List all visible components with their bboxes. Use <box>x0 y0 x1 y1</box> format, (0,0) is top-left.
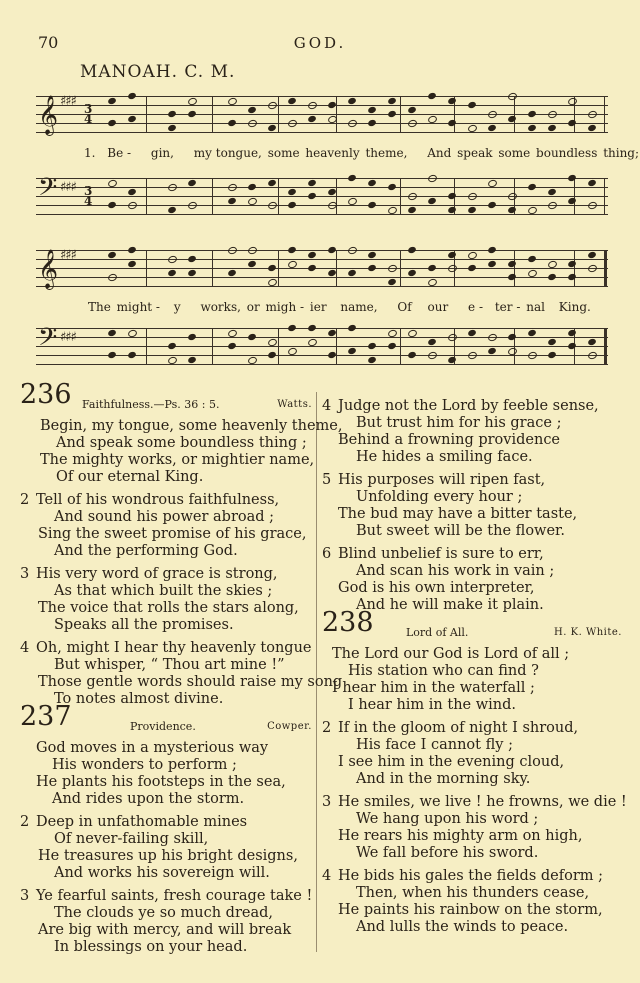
bar-line <box>278 96 279 132</box>
note-head <box>307 192 317 200</box>
bar-line <box>574 178 575 214</box>
note-head <box>307 178 317 186</box>
note-head <box>567 119 577 127</box>
stanza: 4 He bids his gales the fields deform ; Then, when his thunders cease, He paints his rainbow on the storm, And lulls the winds to peace. <box>322 868 604 935</box>
note-head <box>527 255 537 263</box>
key-signature: ♯♯♯ <box>60 94 76 109</box>
note-head <box>107 328 117 336</box>
hymn-238-stanzas <box>322 646 627 936</box>
bar-line <box>212 250 213 286</box>
note-head <box>427 196 437 204</box>
note-head <box>407 192 418 202</box>
bar-line <box>278 178 279 214</box>
note-head <box>127 201 138 211</box>
stanza: 2 Tell of his wondrous faithfulness, And sound his power abroad ; Sing the sweet promise of his grace, And the performing God. <box>20 492 307 559</box>
end-bar-line <box>604 96 605 132</box>
bar-line <box>336 96 337 132</box>
note-head <box>567 273 577 281</box>
note-head <box>527 123 537 131</box>
note-head <box>447 96 457 104</box>
note-head <box>227 119 237 127</box>
bar-line <box>146 328 147 364</box>
note-head <box>227 268 237 276</box>
stanza: 3 Ye fearful saints, fresh courage take ! The clouds ye so much dread, Are big with mercy, and will break In blessings on your head. <box>20 888 313 955</box>
bar-line <box>212 328 213 364</box>
bar-line <box>336 250 337 286</box>
note-head <box>227 342 237 350</box>
stanza: 2 If in the gloom of night I shroud, His face I cannot fly ; I see him in the evening cloud, And in the morning sky. <box>322 720 579 787</box>
note-head <box>307 264 317 272</box>
note-head <box>247 119 258 129</box>
note-head <box>447 333 458 343</box>
note-head <box>227 183 238 193</box>
bar-line <box>514 96 515 132</box>
stanza: 6 Blind unbelief is sure to err, And scan his work in vain ; God is his own interpreter, And he will make it plain. <box>322 546 555 613</box>
bar-line <box>336 178 337 214</box>
note-head <box>247 105 257 113</box>
note-head <box>567 328 577 336</box>
note-head <box>167 255 178 265</box>
note-head <box>387 277 397 285</box>
note-head <box>187 255 197 263</box>
note-head <box>347 246 358 256</box>
note-head <box>447 192 457 200</box>
note-head <box>367 201 377 209</box>
note-head <box>487 123 497 131</box>
note-head <box>567 342 577 350</box>
treble-staff-2 <box>36 250 608 290</box>
note-head <box>487 333 498 343</box>
note-head <box>267 264 277 272</box>
bass-clef-icon: 𝄢 <box>38 173 58 208</box>
note-head <box>347 96 357 104</box>
note-head <box>527 351 538 361</box>
stanza: 4 Oh, might I hear thy heavenly tongue But whisper, “ Thou art mine !” Those gentle words should raise my song To notes almost divine. <box>20 640 343 707</box>
lyrics-line-1: 1. Be - gin, my tongue, some heavenly theme, And speak some boundless thing; <box>84 146 640 160</box>
note-head <box>447 355 457 363</box>
treble-staff-1 <box>36 96 608 136</box>
bar-line <box>400 250 401 286</box>
key-signature: ♯♯♯ <box>60 248 76 263</box>
end-bar-line <box>604 178 605 214</box>
note-head <box>347 346 357 354</box>
note-head <box>247 183 257 191</box>
left-column <box>20 379 343 962</box>
note-head <box>507 273 517 281</box>
note-head <box>307 250 317 258</box>
note-head <box>167 110 177 118</box>
bar-line <box>212 96 213 132</box>
note-head <box>387 110 397 118</box>
note-head <box>507 259 517 267</box>
note-head <box>487 201 497 209</box>
note-head <box>427 264 437 272</box>
bar-line <box>574 250 575 286</box>
note-head <box>587 110 598 120</box>
note-head <box>547 351 557 359</box>
note-head <box>387 342 397 350</box>
note-head <box>467 205 477 213</box>
hymn-title: Faithfulness.—Ps. 36 : 5. <box>82 398 220 411</box>
note-head <box>187 333 197 341</box>
note-head <box>567 174 577 182</box>
note-head <box>447 250 457 258</box>
key-signature: ♯♯♯ <box>60 330 76 345</box>
note-head <box>347 324 357 332</box>
note-head <box>287 119 298 129</box>
note-head <box>427 92 437 100</box>
note-head <box>487 346 497 354</box>
note-head <box>187 178 197 186</box>
note-head <box>227 196 237 204</box>
stanza: The Lord our God is Lord of all ; His station who can find ? I hear him in the waterfall ; I hear him in the wind. <box>332 646 570 713</box>
stanza: 5 His purposes will ripen fast, Unfolding every hour ; The bud may have a bitter taste, But sweet will be the flower. <box>322 472 578 539</box>
hymn-number: 236 <box>20 379 72 410</box>
bar-line <box>146 250 147 286</box>
note-head <box>407 105 417 113</box>
hymn-title: Providence. <box>130 720 196 733</box>
note-head <box>367 105 377 113</box>
note-head <box>347 268 357 276</box>
note-head <box>267 201 278 211</box>
note-head <box>387 264 398 274</box>
note-head <box>367 119 377 127</box>
bar-line <box>514 250 515 286</box>
note-head <box>507 205 517 213</box>
hymn-236-stanzas-numbered <box>20 492 343 708</box>
note-head <box>547 201 558 211</box>
hymn-236-stanzas-left <box>40 418 343 486</box>
note-head <box>447 119 457 127</box>
note-head <box>507 333 517 341</box>
note-head <box>287 201 297 209</box>
note-head <box>467 192 478 202</box>
note-head <box>407 119 418 129</box>
note-head <box>127 114 137 122</box>
treble-clef-icon: 𝄞 <box>38 249 59 289</box>
stanza: 3 He smiles, we live ! he frowns, we die ! We hang upon his word ; He rears his mighty arm on high, We fall before his sword. <box>322 794 627 861</box>
note-head <box>167 183 178 193</box>
note-head <box>467 101 477 109</box>
note-head <box>567 196 577 204</box>
lyrics-line-2: The might - y works, or migh - ier name, Of our e - ter - nal King. <box>88 300 591 314</box>
note-head <box>287 187 297 195</box>
note-head <box>127 92 137 100</box>
column-divider <box>316 392 317 952</box>
hymn-number: 238 <box>322 607 374 638</box>
note-head <box>307 101 318 111</box>
note-head <box>267 101 278 111</box>
note-head <box>487 110 498 120</box>
note-head <box>587 351 598 361</box>
note-head <box>427 174 438 184</box>
hymn-number: 237 <box>20 701 72 732</box>
bass-staff-1 <box>36 173 608 218</box>
note-head <box>487 259 497 267</box>
bass-staff-2 <box>36 323 608 368</box>
music-system-1 <box>36 88 640 238</box>
note-head <box>247 333 257 341</box>
note-head <box>507 114 517 122</box>
bar-line <box>336 328 337 364</box>
note-head <box>107 119 117 127</box>
note-head <box>127 259 137 267</box>
page-number: 70 <box>38 33 59 52</box>
note-head <box>407 268 417 276</box>
note-head <box>387 183 397 191</box>
music-system-2 <box>36 244 608 374</box>
note-head <box>587 264 598 274</box>
note-head <box>507 92 518 102</box>
note-head <box>367 178 377 186</box>
end-bar-line <box>604 328 607 364</box>
note-head <box>587 337 597 345</box>
hymn-header <box>322 607 622 646</box>
note-head <box>387 96 397 104</box>
bar-line <box>400 96 401 132</box>
note-head <box>367 250 377 258</box>
note-head <box>447 264 458 274</box>
note-head <box>107 201 117 209</box>
note-head <box>267 178 277 186</box>
note-head <box>367 342 377 350</box>
bar-line <box>278 328 279 364</box>
note-head <box>267 351 277 359</box>
hymn-header <box>20 701 312 740</box>
hymn-title: Lord of All. <box>406 626 469 639</box>
note-head <box>187 110 197 118</box>
stanza: 3 His very word of grace is strong, As that which built the skies ; The voice that rolls the stars along, Speaks all the promises. <box>20 566 299 633</box>
note-head <box>527 328 537 336</box>
note-head <box>407 205 417 213</box>
stanza: 2 Deep in unfathomable mines Of never-failing skill, He treasures up his bright designs, And works his sovereign will. <box>20 814 298 881</box>
hymn-237-stanzas <box>20 740 312 956</box>
note-head <box>547 187 557 195</box>
note-head <box>187 201 198 211</box>
bar-line <box>278 250 279 286</box>
tune-name: MANOAH. C. M. <box>80 62 236 82</box>
note-head <box>347 119 358 129</box>
note-head <box>167 205 177 213</box>
note-head <box>107 273 118 283</box>
note-head <box>547 273 557 281</box>
time-signature: 3 4 <box>84 102 93 126</box>
hymn-236-continued <box>322 398 622 614</box>
note-head <box>247 246 258 256</box>
note-head <box>567 259 577 267</box>
note-head <box>347 174 357 182</box>
note-head <box>187 268 197 276</box>
running-head: GOD. <box>293 34 347 52</box>
hymn-author: Watts. <box>277 399 312 410</box>
bar-line <box>400 178 401 214</box>
note-head <box>447 205 457 213</box>
note-head <box>287 96 297 104</box>
note-head <box>287 324 297 332</box>
note-head <box>307 324 317 332</box>
note-head <box>227 246 238 256</box>
note-head <box>267 123 277 131</box>
note-head <box>467 328 477 336</box>
hymn-header <box>20 379 312 418</box>
note-head <box>107 351 117 359</box>
note-head <box>247 259 257 267</box>
note-head <box>547 123 557 131</box>
note-head <box>107 250 117 258</box>
note-head <box>127 351 137 359</box>
note-head <box>527 110 537 118</box>
note-head <box>587 123 597 131</box>
note-head <box>587 250 597 258</box>
note-head <box>487 246 497 254</box>
note-head <box>547 337 557 345</box>
note-head <box>467 351 478 361</box>
note-head <box>407 246 417 254</box>
bar-line <box>212 178 213 214</box>
note-head <box>127 246 137 254</box>
note-head <box>507 192 518 202</box>
note-head <box>467 264 477 272</box>
note-head <box>167 342 177 350</box>
right-column <box>322 398 627 942</box>
note-head <box>367 355 377 363</box>
key-signature: ♯♯♯ <box>60 180 76 195</box>
hymn-author: H. K. White. <box>554 627 622 638</box>
note-head <box>527 183 537 191</box>
end-bar-line <box>604 250 607 286</box>
note-head <box>167 123 177 131</box>
bass-clef-icon: 𝄢 <box>38 323 58 358</box>
note-head <box>427 337 437 345</box>
note-head <box>407 351 417 359</box>
note-head <box>427 351 438 361</box>
treble-clef-icon: 𝄞 <box>38 95 59 135</box>
note-head <box>587 201 598 211</box>
bar-line <box>146 96 147 132</box>
bar-line <box>146 178 147 214</box>
stanza: Begin, my tongue, some heavenly theme, And speak some boundless thing ; The mighty works, or mightier name, Of our eternal King. <box>40 418 343 485</box>
note-head <box>287 246 297 254</box>
bar-line <box>400 328 401 364</box>
note-head <box>367 264 377 272</box>
hymn-author: Cowper. <box>267 721 312 732</box>
note-head <box>127 187 137 195</box>
note-head <box>167 268 177 276</box>
stanza: God moves in a mysterious way His wonders to perform ; He plants his footsteps in the sea, And rides upon the storm. <box>36 740 286 807</box>
note-head <box>587 178 597 186</box>
stanza: 4 Judge not the Lord by feeble sense, But trust him for his grace ; Behind a frowning providence He hides a smiling face. <box>322 398 599 465</box>
note-head <box>307 114 317 122</box>
note-head <box>547 110 558 120</box>
time-signature: 3 4 <box>84 184 93 208</box>
note-head <box>107 96 117 104</box>
note-head <box>187 355 197 363</box>
